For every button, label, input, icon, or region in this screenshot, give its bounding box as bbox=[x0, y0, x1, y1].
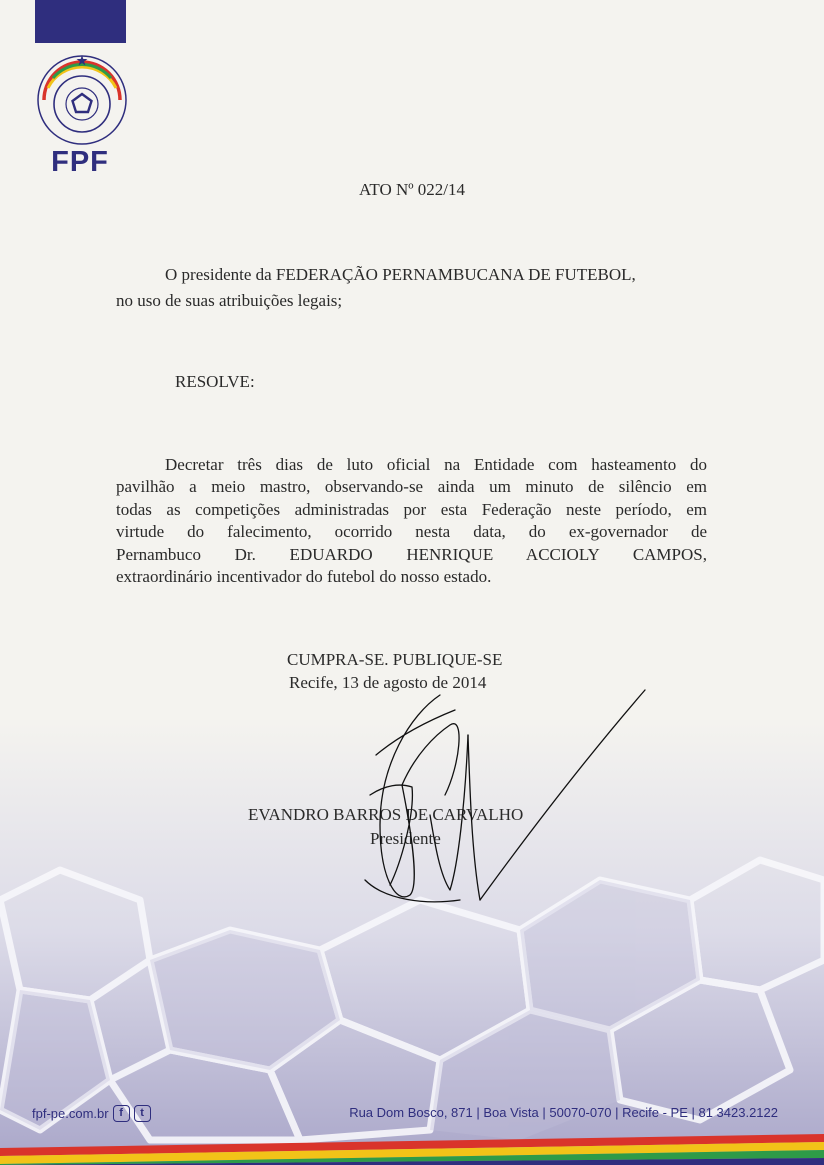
footer-contact-left bbox=[32, 1105, 151, 1122]
signatory-role: Presidente bbox=[370, 829, 441, 848]
signatory-name: EVANDRO BARROS DE CARVALHO bbox=[248, 805, 524, 824]
place-date: Recife, 13 de agosto de 2014 bbox=[289, 673, 487, 692]
footer-address: Rua Dom Bosco, 871 | Boa Vista | 50070-070 | Recife - PE | 81 3423.2122 bbox=[349, 1105, 778, 1120]
body-line-2: pavilhão a meio mastro, observando-se ainda um minuto de silêncio em bbox=[116, 477, 707, 496]
footer-color-stripes bbox=[0, 1134, 824, 1165]
body-line-3: todas as competições administradas por esta Federação neste período, em bbox=[116, 500, 707, 519]
body-line-1: Decretar três dias de luto oficial na Entidade com hasteamento do bbox=[165, 455, 707, 474]
intro-line-2: no uso de suas atribuições legais; bbox=[116, 291, 343, 310]
closing-formula: CUMPRA-SE. PUBLIQUE-SE bbox=[287, 650, 503, 669]
body-line-5: Pernambuco Dr. EDUARDO HENRIQUE ACCIOLY CAMPOS, bbox=[116, 545, 707, 564]
facebook-icon[interactable]: f bbox=[113, 1105, 130, 1122]
body-line-6: extraordinário incentivador do futebol do nosso estado. bbox=[116, 567, 492, 586]
body-line-4: virtude do falecimento, ocorrido nesta data, do ex-governador de bbox=[116, 522, 707, 541]
website-link[interactable]: fpf-pe.com.br bbox=[32, 1106, 109, 1121]
handwritten-signature bbox=[340, 675, 660, 925]
resolve-heading: RESOLVE: bbox=[175, 372, 255, 391]
twitter-icon[interactable]: t bbox=[134, 1105, 151, 1122]
fpf-logo-emblem bbox=[34, 52, 130, 148]
intro-line-1: O presidente da FEDERAÇÃO PERNAMBUCANA DE FUTEBOL, bbox=[165, 265, 636, 284]
logo-acronym: FPF bbox=[51, 146, 109, 178]
document-title: ATO Nº 022/14 bbox=[358, 180, 466, 199]
header-color-block bbox=[35, 0, 126, 43]
